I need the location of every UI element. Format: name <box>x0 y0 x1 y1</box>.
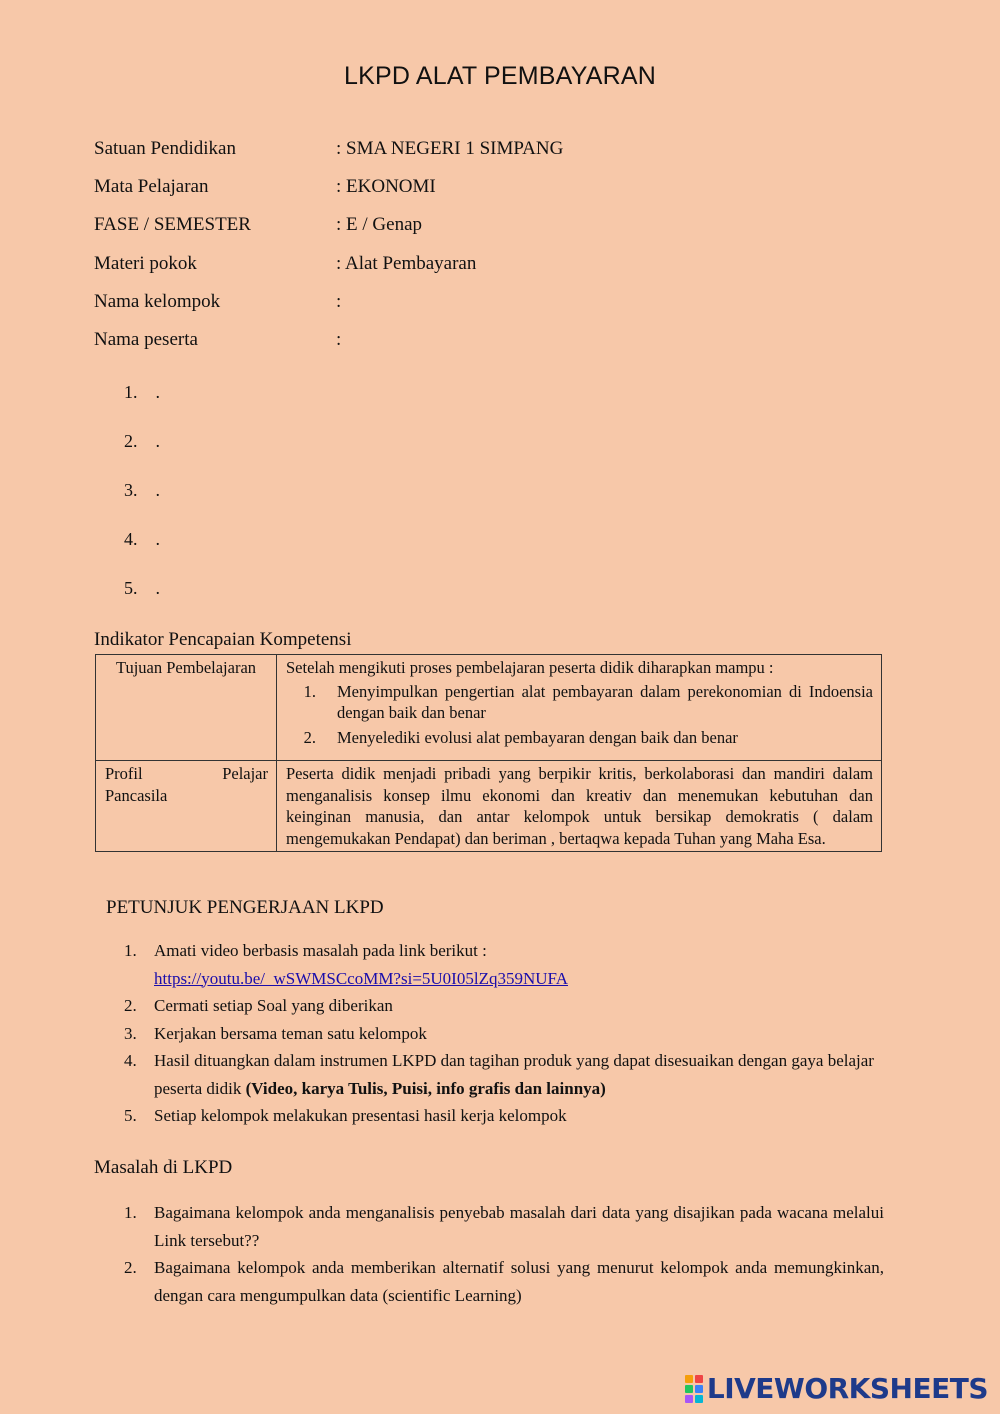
petunjuk-list <box>94 937 884 1130</box>
list-item <box>286 681 873 724</box>
participant-item <box>124 480 160 529</box>
participant-num: 5. <box>124 578 138 598</box>
participant-item <box>124 529 160 578</box>
info-value: : <box>336 328 342 350</box>
participant-num: 2. <box>124 431 138 451</box>
list-num: 3. <box>124 1023 137 1043</box>
profil-label <box>96 761 277 852</box>
list-item <box>94 1020 884 1048</box>
list-num: 2. <box>124 996 137 1015</box>
profil-text: Peserta didik menjadi pribadi yang berpikir kritis, berkolaborasi dan mandiri dalam menganalisis konsep ilmu ekonomi dan kreativ dan menemukan kebutuhan dan keinginan manusia, dan antar kelompok untuk bersikap demokratis ( dalam mengemukakan Pendapat) dan beriman , bertaqwa kepada Tuhan yang Maha Esa. <box>277 761 882 852</box>
liveworksheets-icon <box>685 1375 703 1403</box>
list-text: Bagaimana kelompok anda menganalisis penyebab masalah dari data yang disajikan pada wacana melalui Link tersebut?? <box>154 1203 884 1250</box>
tujuan-intro: Setelah mengikuti proses pembelajaran peserta didik diharapkan mampu : <box>286 658 774 677</box>
watermark-text: LIVEWORKSHEETS <box>706 1372 988 1405</box>
list-num: 1. <box>124 941 137 960</box>
tujuan-list <box>286 681 873 749</box>
profil-label-word: Pelajar <box>222 764 268 783</box>
list-text: Amati video berbasis masalah pada link berikut : <box>154 941 487 960</box>
table-row <box>96 761 882 852</box>
video-link[interactable]: https://youtu.be/_wSWMSCcoMM?si=5U0I05lZq359NUFA <box>154 968 568 988</box>
participant-num: 1. <box>124 382 138 402</box>
participant-num: 3. <box>124 480 138 500</box>
list-text: Kerjakan bersama teman satu kelompok <box>154 1023 427 1043</box>
petunjuk-heading: PETUNJUK PENGERJAAN LKPD <box>106 897 384 918</box>
list-text: Bagaimana kelompok anda memberikan alternatif solusi yang menurut kelompok anda memungkinkan, dengan cara mengumpulkan data (scientific Learning) <box>154 1258 884 1305</box>
participant-item <box>124 578 160 627</box>
participant-list <box>124 382 160 627</box>
participant-name: . <box>155 480 160 500</box>
list-num: 1. <box>124 1203 137 1222</box>
indikator-table <box>95 654 882 852</box>
page-title: LKPD ALAT PEMBAYARAN <box>344 62 656 90</box>
participant-name: . <box>155 431 160 451</box>
info-value: : Alat Pembayaran <box>336 252 477 274</box>
list-text: Hasil dituangkan dalam instrumen LKPD dan tagihan produk yang dapat disesuaikan dengan gaya belajar peserta didik <box>154 1051 874 1098</box>
info-value: : <box>336 290 342 312</box>
list-text: Cermati setiap Soal yang diberikan <box>154 996 393 1015</box>
tujuan-cell <box>277 655 882 761</box>
info-label: Nama peserta <box>94 328 198 350</box>
list-num: 2. <box>303 727 316 747</box>
list-text: Menyimpulkan pengertian alat pembayaran dalam perekonomian di Indoensia dengan baik dan benar <box>337 681 873 722</box>
info-value: : E / Genap <box>336 214 423 236</box>
masalah-heading: Masalah di LKPD <box>94 1157 233 1178</box>
list-text <box>154 1047 884 1102</box>
list-num: 5. <box>124 1106 137 1125</box>
list-text <box>154 937 884 992</box>
indikator-heading: Indikator Pencapaian Kompetensi <box>94 629 352 650</box>
list-item <box>94 1102 884 1130</box>
info-label: FASE / SEMESTER <box>94 214 251 236</box>
participant-name: . <box>155 529 160 549</box>
participant-num: 4. <box>124 529 138 549</box>
list-num: 2. <box>124 1258 137 1277</box>
masalah-list <box>94 1199 884 1309</box>
list-item <box>94 992 884 1020</box>
list-item <box>286 727 873 749</box>
participant-name: . <box>155 578 160 598</box>
info-value: : EKONOMI <box>336 176 436 198</box>
tujuan-label: Tujuan Pembelajaran <box>96 655 277 761</box>
profil-label-word: Profil <box>105 764 143 783</box>
participant-item <box>124 431 160 480</box>
list-item <box>94 1199 884 1254</box>
list-text-bold: (Video, karya Tulis, Puisi, info grafis dan lainnya) <box>245 1078 606 1098</box>
info-label: Nama kelompok <box>94 290 221 312</box>
info-label: Materi pokok <box>94 252 197 274</box>
list-item <box>94 937 884 992</box>
info-label: Satuan Pendidikan <box>94 138 236 159</box>
list-text: Menyelediki evolusi alat pembayaran dengan baik dan benar <box>337 727 738 747</box>
profil-label-word: Pancasila <box>105 785 168 805</box>
list-text: Setiap kelompok melakukan presentasi hasil kerja kelompok <box>154 1106 567 1125</box>
list-item <box>94 1047 884 1102</box>
list-num: 4. <box>124 1051 137 1070</box>
liveworksheets-logo <box>685 1372 988 1405</box>
table-row <box>96 655 882 761</box>
list-item <box>94 1254 884 1309</box>
list-num: 1. <box>303 681 316 701</box>
participant-item <box>124 382 160 431</box>
participant-name: . <box>155 382 160 402</box>
info-value: : SMA NEGERI 1 SIMPANG <box>336 138 564 159</box>
info-label: Mata Pelajaran <box>94 176 209 198</box>
